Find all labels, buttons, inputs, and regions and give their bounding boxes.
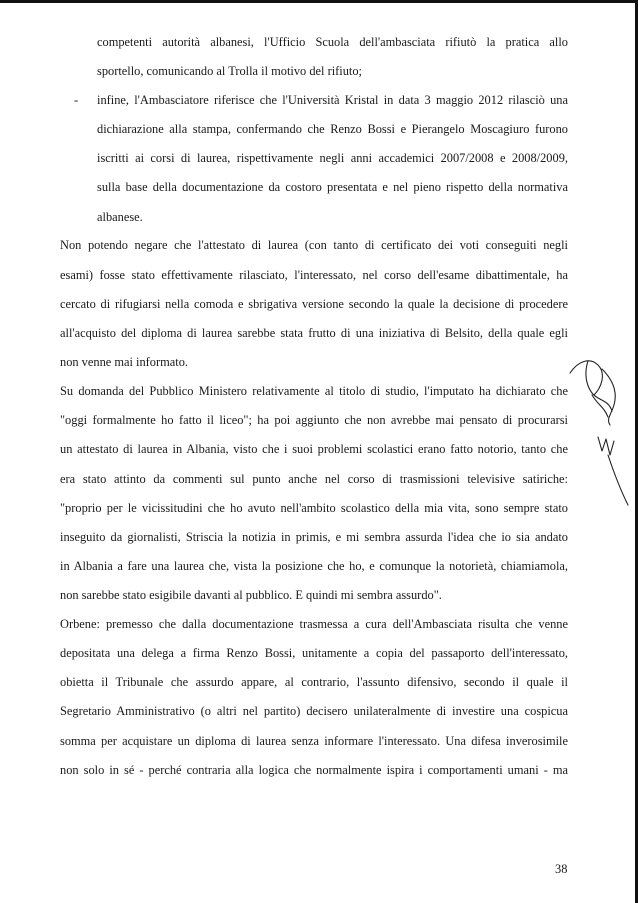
text-line: competenti autorità albanesi, l'Ufficio Scuola dell'ambasciata rifiutò la pratica allo — [97, 35, 568, 49]
text-line: iscritti ai corsi di laurea, rispettivamente negli anni accademici 2007/2008 e 2008/2009, — [97, 151, 568, 165]
top-border — [0, 0, 638, 3]
text-line: Segretario Amministrativo (o altri nel partito) decisero unilateralmente di investire una cospicua — [60, 704, 568, 718]
text-line: depositata una delega a firma Renzo Bossi, unitamente a copia del passaporto dell'interessato, — [60, 646, 568, 660]
text-line: Orbene: premesso che dalla documentazione trasmessa a cura dell'Ambasciata risulta che venne — [60, 617, 568, 631]
signature-mark — [568, 355, 630, 525]
text-line: dichiarazione alla stampa, confermando che Renzo Bossi e Pierangelo Moscagiuro furono — [97, 122, 568, 136]
text-line: Su domanda del Pubblico Ministero relativamente al titolo di studio, l'imputato ha dichiarato che — [60, 384, 568, 398]
text-line: non sarebbe stato esigibile davanti al pubblico. E quindi mi sembra assurdo". — [60, 588, 442, 602]
text-line: non venne mai informato. — [60, 355, 189, 369]
text-line: all'acquisto del diploma di laurea sarebbe stata frutto di una iniziativa di Belsito, della quale egli — [60, 326, 568, 340]
text-line: "proprio per le vicissitudini che ho avuto nell'ambito scolastico della mia vita, sono sempre stato — [60, 501, 568, 515]
text-line: in Albania a fare una laurea che, vista la posizione che ho, e comunque la notorietà, chiamiamola, — [60, 559, 568, 573]
text-line: inseguito da giornalisti, Striscia la notizia in primis, e mi sembra assurda l'idea che io sia andato — [60, 530, 568, 544]
text-line: obietta il Tribunale che assurdo appare, al contrario, l'assunto difensivo, secondo il quale il — [60, 675, 568, 689]
text-line: sportello, comunicando al Trolla il motivo del rifiuto; — [97, 64, 362, 78]
text-line: era stato attinto da commenti sul punto anche nel corso di trasmissioni televisive satiriche: — [60, 472, 568, 486]
text-line: somma per acquistare un diploma di laurea senza informare l'interessato. Una difesa inverosimile — [60, 734, 568, 748]
text-line: Non potendo negare che l'attestato di laurea (con tanto di certificato dei voti conseguiti negli — [60, 238, 568, 252]
text-line: cercato di rifugiarsi nella comoda e sbrigativa versione secondo la quale la decisione di procedere — [60, 297, 568, 311]
text-line: infine, l'Ambasciatore riferisce che l'Università Kristal in data 3 maggio 2012 rilasciò una — [97, 93, 568, 107]
text-line: un attestato di laurea in Albania, visto che i suoi problemi scolastici erano fatto notorio, tanto che — [60, 442, 568, 456]
bullet-dash: - — [74, 93, 79, 107]
text-line: non solo in sé - perché contraria alla logica che normalmente ispira i comportamenti umani - ma — [60, 763, 568, 777]
page-number: 38 — [555, 862, 568, 876]
text-line: albanese. — [97, 210, 143, 224]
text-line: "oggi formalmente ho fatto il liceo"; ha poi aggiunto che non avrebbe mai pensato di procurarsi — [60, 413, 568, 427]
text-line: sulla base della documentazione da costoro presentata e nel pieno rispetto della normativa — [97, 180, 568, 194]
text-line: esami) fosse stato effettivamente rilasciato, l'interessato, nel corso dell'esame dibattimentale, ha — [60, 268, 568, 282]
